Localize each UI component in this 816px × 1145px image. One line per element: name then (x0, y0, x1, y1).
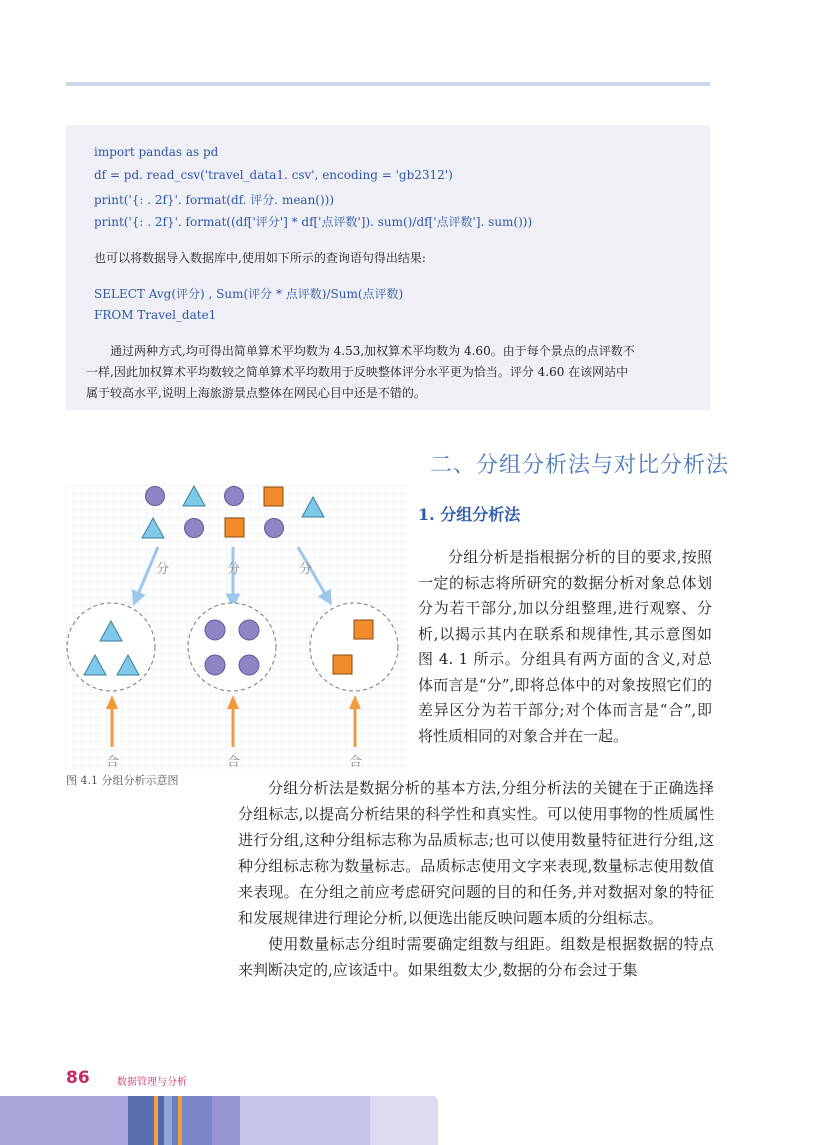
circle-object (265, 519, 284, 538)
sql-line: SELECT Avg(评分) , Sum(评分 * 点评数)/Sum(点评数) (94, 287, 404, 301)
merge-label: 合 (349, 755, 363, 770)
paragraph: 分组分析法是数据分析的基本方法,分组分析法的关键在于正确选择分组标志,以提高分析结果的科学性和真实性。可以使用事物的性质属性进行分组,这种分组标志称为品质标志;也可以使用数量特征进行分组,这种分组标志称为数量标志。品质标志使用文字来表现,数量标志使用数值来表现。在分组之前应考虑研究问题的目的和任务,并对数据对象的特征和发展规律进行理论分析,以便选出能反映问题本质的分组标志。 (238, 779, 714, 927)
book-title: 数据管理与分析 (117, 1077, 187, 1088)
circle-object (205, 655, 225, 675)
footer-decoration (0, 1096, 438, 1145)
square-object (264, 487, 283, 506)
circle-object (205, 620, 225, 640)
square-object (225, 518, 244, 537)
square-object (333, 655, 352, 674)
paragraph: 分组分析是指根据分析的目的要求,按照一定的标志将所研究的数据分析对象总体划分为若干部分,加以分组整理,进行观察、分析,以揭示其内在联系和规律性,其示意图如图 4. 1 所示。分组具有两方面的含义,对总体而言是“分”,即将总体中的对象按照它们的差异区分为若干部分;对个体而言是“合”,即将性质相同的对象合并在一起。 (418, 548, 712, 745)
split-label: 分 (156, 562, 170, 577)
paragraph-line: 一样,因此加权算术平均数较之简单算术平均数用于反映整体评分水平更为恰当。评分 4.60 在该网站中 (86, 365, 629, 379)
merge-label: 合 (227, 755, 241, 770)
paragraph-line: 属于较高水平,说明上海旅游景点整体在网民心目中还是不错的。 (86, 386, 426, 400)
square-object (354, 620, 373, 639)
grouping-diagram (66, 485, 408, 770)
main-text (238, 775, 714, 983)
code-intro-text: 也可以将数据导入数据库中,使用如下所示的查询语句得出结果: (94, 251, 426, 265)
split-label: 分 (227, 562, 241, 577)
right-paragraph (418, 545, 712, 749)
code-line: df = pd. read_csv('travel_data1. csv', encoding = 'gb2312') (94, 168, 453, 182)
paragraph: 使用数量标志分组时需要确定组数与组距。组数是根据数据的特点来判断决定的,应该适中。如果组数太少,数据的分布会过于集 (238, 935, 714, 979)
sql-line: FROM Travel_date1 (94, 308, 217, 322)
subsection-title: 1. 分组分析法 (418, 505, 521, 524)
figure-caption: 图 4.1 分组分析示意图 (66, 774, 179, 787)
circle-object (239, 620, 259, 640)
merge-label: 合 (106, 755, 120, 770)
group-circle (188, 603, 276, 691)
paragraph-line: 通过两种方式,均可得出简单算术平均数为 4.53,加权算术平均数为 4.60。由于每个景点的点评数不 (110, 344, 635, 358)
circle-object (146, 487, 165, 506)
circle-object (225, 487, 244, 506)
split-label: 分 (299, 562, 313, 577)
circle-object (185, 519, 204, 538)
code-box-paragraph (86, 341, 694, 404)
code-line: import pandas as pd (94, 145, 219, 159)
top-rule (66, 82, 710, 86)
section-title: 二、分组分析法与对比分析法 (430, 453, 730, 478)
code-line: print('{: . 2f}'. format(df. 评分. mean())) (94, 193, 335, 207)
group-circle (67, 603, 155, 691)
circle-object (239, 655, 259, 675)
code-box (66, 125, 710, 410)
code-line: print('{: . 2f}'. format((df['评分'] * df['点评数']). sum()/df['点评数']. sum())) (94, 215, 533, 229)
group-circle (310, 603, 398, 691)
page-number: 86 (66, 1068, 90, 1088)
